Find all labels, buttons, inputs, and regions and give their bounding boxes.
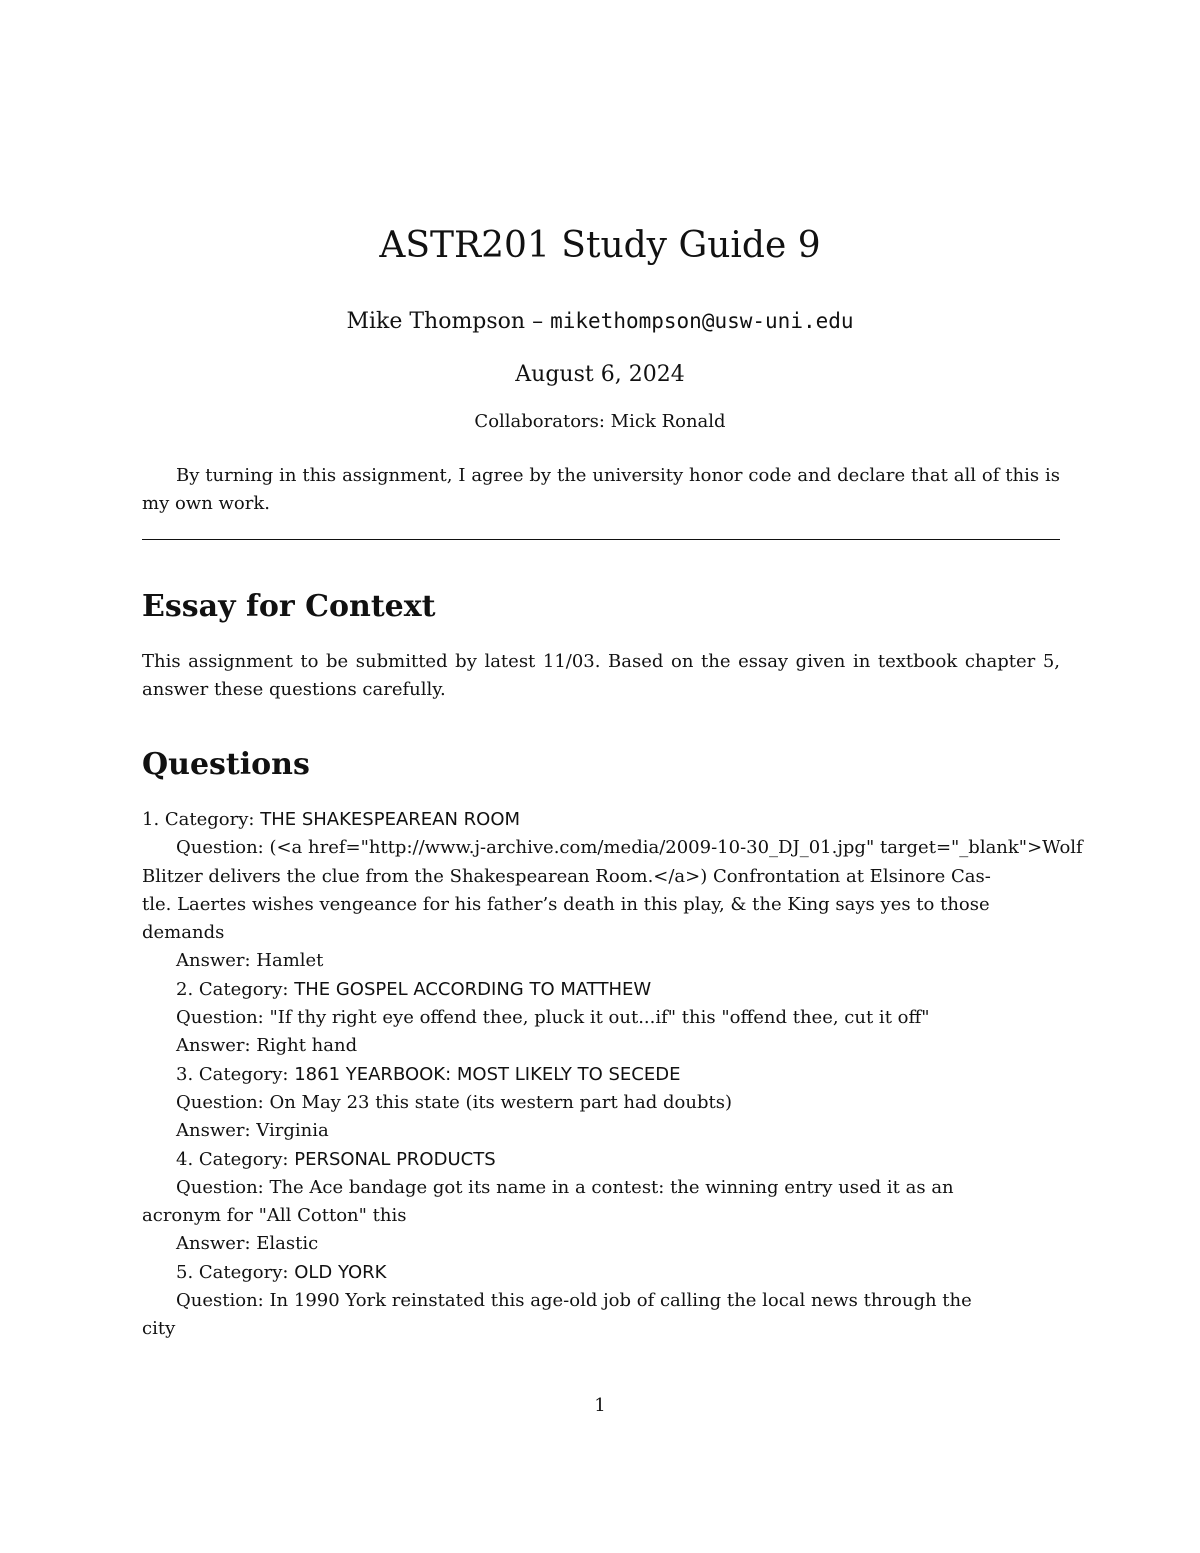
question-1-text-line-4: demands [142,922,225,944]
question-5-text-line-1: Question: In 1990 York reinstated this age-old job of calling the local news through the [176,1290,972,1312]
collaborators: Collaborators: Mick Ronald [474,411,726,432]
question-2-text: Question: "If thy right eye offend thee, pluck it out...if" this "offend thee, cut it off" [176,1007,930,1029]
question-1-category [142,806,1060,834]
question-5-text-line-2: city [142,1318,176,1340]
category-label: 1. Category: [142,809,261,830]
category-label: 2. Category: [176,978,295,1000]
author-line [0,306,1200,337]
horizontal-rule [142,539,1060,540]
category-name: OLD YORK [294,1261,387,1283]
page-number: 1 [594,1395,606,1416]
category-label: 5. Category: [176,1261,295,1283]
author-email: mikethompson@usw-uni.edu [550,309,854,333]
author-name: Mike Thompson [346,309,526,334]
category-label: 3. Category: [176,1063,295,1085]
honor-statement: By turning in this assignment, I agree by the university honor code and declare that all of this is my own work. [142,465,1060,514]
question-3-answer: Answer: Virginia [176,1120,329,1142]
category-name: PERSONAL PRODUCTS [294,1148,496,1170]
question-1-text-line-3: tle. Laertes wishes vengeance for his father’s death in this play, & the King says yes to those [142,893,990,915]
question-4-text-line-2: acronym for "All Cotton" this [142,1205,407,1227]
category-label: 4. Category: [176,1148,295,1170]
question-4-text-line-1: Question: The Ace bandage got its name in a contest: the winning entry used it as an [176,1176,954,1198]
question-3-text: Question: On May 23 this state (its western part had doubts) [176,1091,732,1113]
question-2-answer: Answer: Right hand [176,1035,358,1057]
question-2-category [142,976,1060,1004]
question-1-text-line-2: Blitzer delivers the clue from the Shakespearean Room.</a>) Confrontation at Elsinore Cas- [142,865,991,887]
question-4-answer: Answer: Elastic [176,1233,319,1255]
essay-context-text: This assignment to be submitted by latest 11/03. Based on the essay given in textbook chapter 5, answer these questions carefully. [142,651,1060,700]
question-5-category [142,1259,1060,1287]
category-name: 1861 YEARBOOK: MOST LIKELY TO SECEDE [294,1063,681,1085]
question-1-answer: Answer: Hamlet [176,950,324,972]
document-date: August 6, 2024 [515,362,685,387]
section-heading-questions: Questions [142,747,310,782]
category-name: THE SHAKESPEAREAN ROOM [260,809,521,830]
section-heading-essay: Essay for Context [142,589,436,624]
category-name: THE GOSPEL ACCORDING TO MATTHEW [294,978,652,1000]
document-title: ASTR201 Study Guide 9 [379,225,821,266]
question-list [142,806,1083,1344]
author-separator: – [525,309,551,334]
question-3-category [142,1061,1060,1089]
question-1-text-line-1: Question: (<a href="http://www.j-archive.com/media/2009-10-30_DJ_01.jpg" target="_blank">Wolf [176,837,1083,859]
question-4-category [142,1146,1060,1174]
